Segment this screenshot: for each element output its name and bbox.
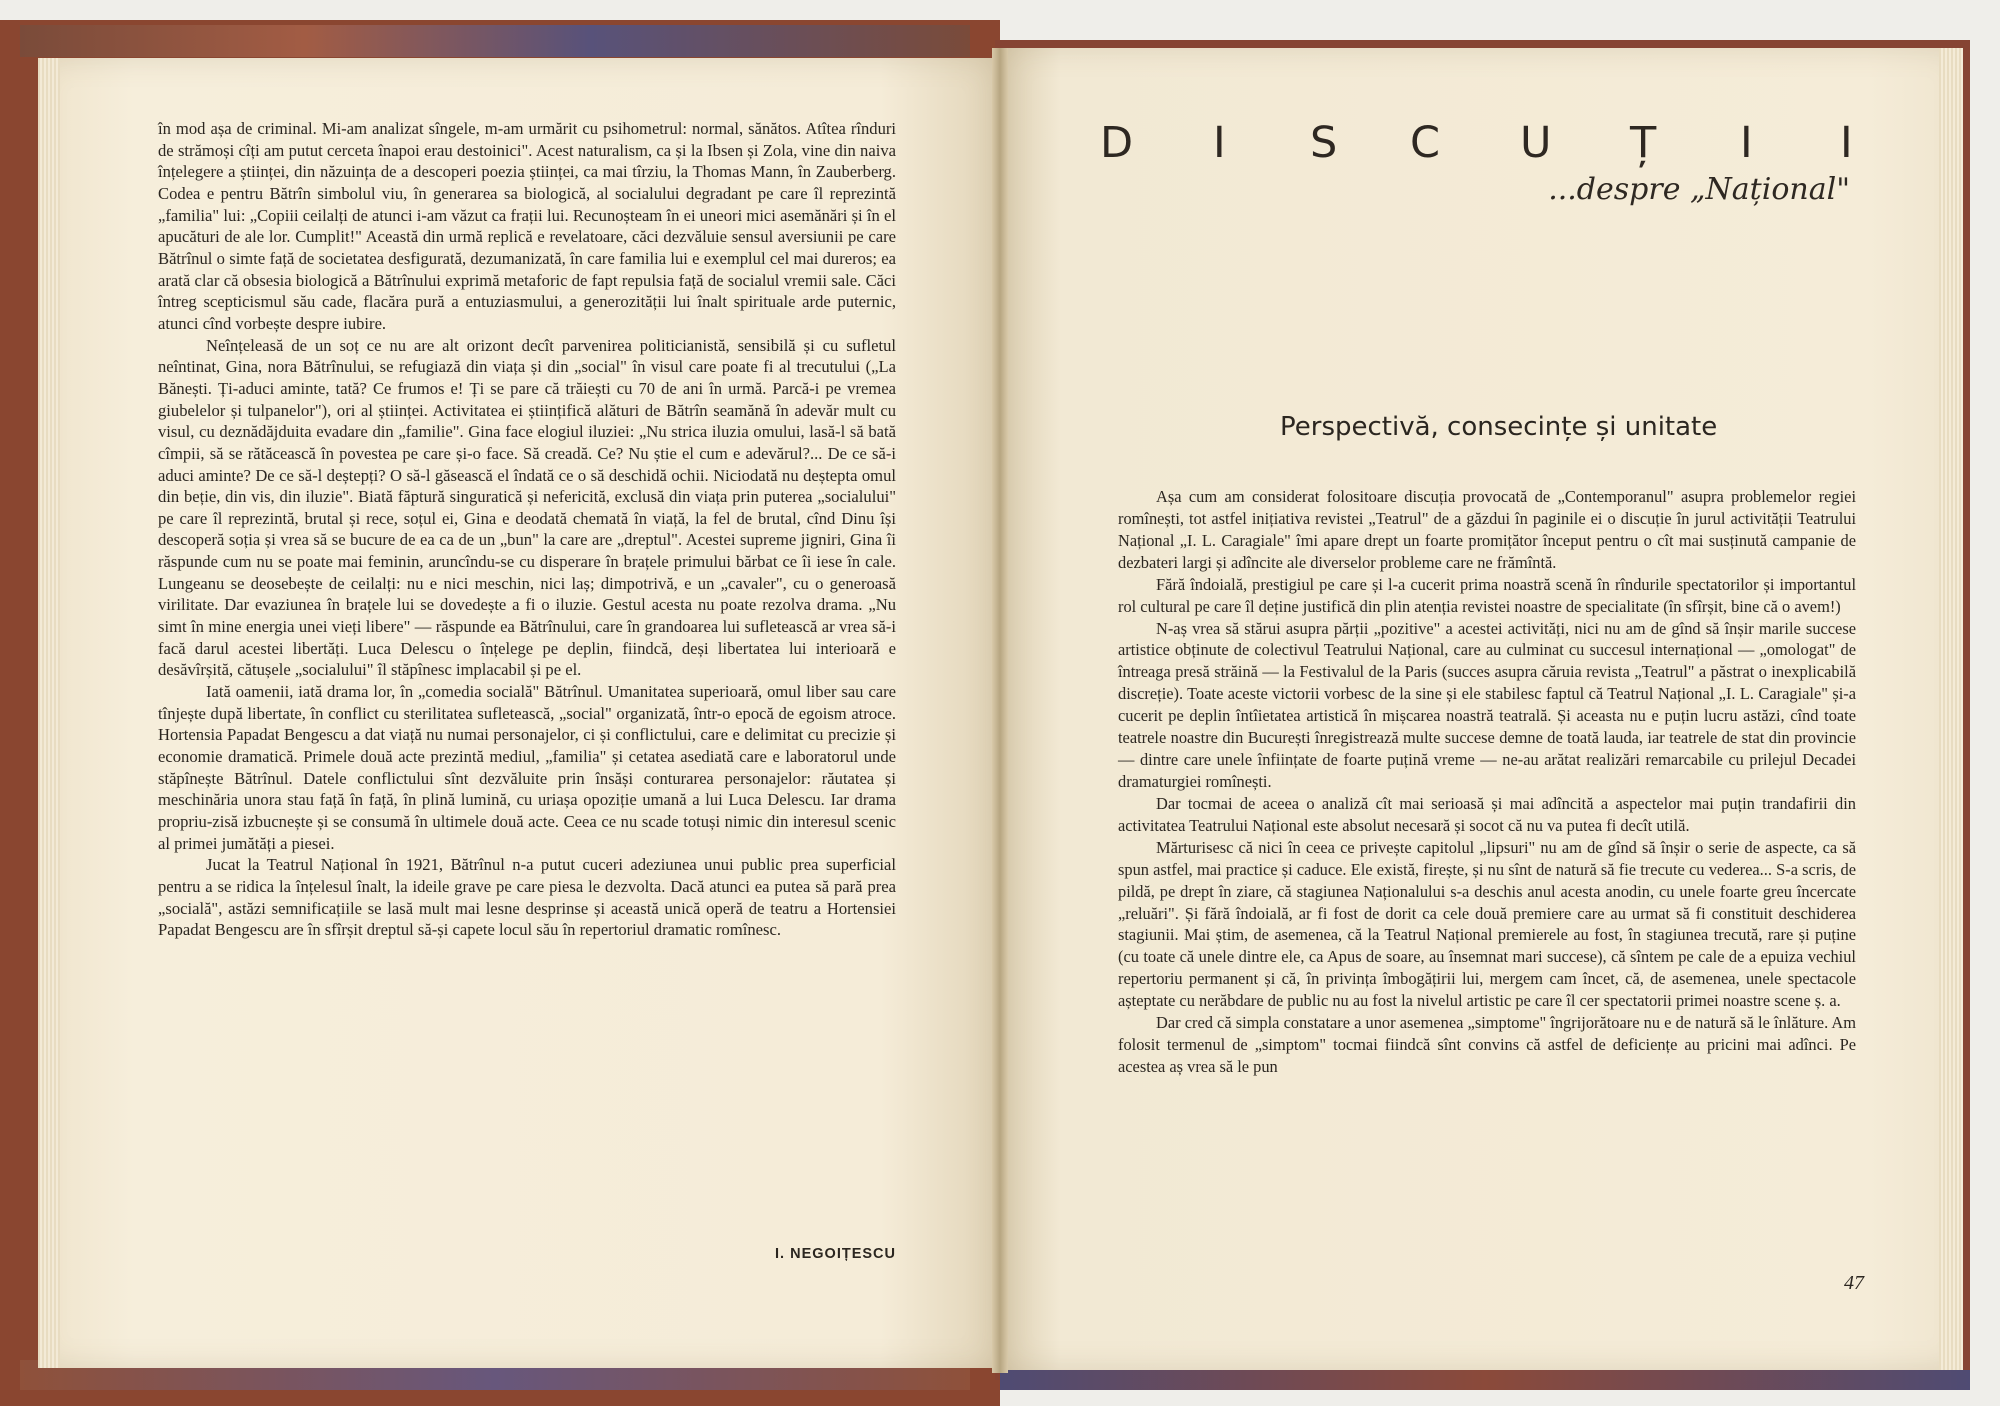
book-cover-edge-strip [1000,1370,1970,1390]
article-title: Perspectivă, consecințe și unitate [1280,412,1718,442]
left-page-body [158,118,896,941]
author-signature: I. NEGOIȚESCU [775,1246,896,1262]
book-cover-edge-top [20,25,970,57]
heading-letter: C [1410,118,1441,168]
body-paragraph: în mod așa de criminal. Mi-am analizat sîngele, m-am urmărit cu psihometrul: normal, sănătos. Atîtea rînduri de strămoși cîți am putut cerceta înapoi erau destoinici". Acest naturalism, ca și la Ibsen și Zola, vine din naiva înțelegere a științei, din năzuința de a descoperi poezia științei, ca mai tîrziu, la Thomas Mann, în Zauberberg. Codea e pentru Bătrîn simbolul viu, în generarea sa biologică, al socialului degradant pe care îl reprezintă „familia" lui: „Copiii ceilalți de atunci i-am văzut ca frații lui. Recunoșteam în ei uneori mici asemănări și în el apucături de ale lor. Cumplit!" Această din urmă replică e revelatoare, căci dezvăluie sensul aversiunii pe care Bătrînul o simte față de societatea desfigurată, dezumanizată, în care familia lui e exemplul cel mai dureros; ea arată clar că obsesia biologică a Bătrînului exprimă metaforic de fapt repulsia față de socialul vremii sale. Căci întreg scepticismul său cade, flacăra pură a entuziasmului, a generozității lui înalt spirituale arde puternic, atunci cînd vorbește despre iubire. [158,119,896,333]
body-paragraph: Dar tocmai de aceea o analiză cît mai serioasă și mai adîncită a aspectelor mai puțin trandafirii din activitatea Teatrului Național este absolut necesară și socot că nu va putea fi decît utilă. [1118,793,1856,835]
body-paragraph: Fără îndoială, prestigiul pe care și l-a cucerit prima noastră scenă în rîndurile spectatorilor și importantul rol cultural pe care îl deține justifică din plin atenția revistei noastre de specialitate (în sfîrșit, bine că o avem!) [1118,574,1856,616]
body-paragraph: Neînțeleasă de un soț ce nu are alt orizont decît parvenirea politicianistă, sensibilă și cu sufletul neîntinat, Gina, nora Bătrînului, se refugiază din viața și din „social" în visul care poate fi al trecutului („La Bănești. Ți-aduci aminte, tată? Ce frumos e! Ți se pare că trăiești cu 70 de ani în urmă. Parcă-i pe vremea giubelelor și tulpanelor"), ori al științei. Activitatea ei științifică alături de Bătrîn seamănă în adevăr mult cu visul, cu deznădăjduita evadare din „familie". Gina face elogiul iluziei: „Nu strica iluzia omului, lasă-l să bată cîmpii, să se rătăcească în povestea pe care și-o face. Să creadă. Ce? Nu știe el cum e adevărul?... De ce să-i aduci aminte? De ce să-l deștepți? O să-l găsească el îndată ce o să deschidă ochii. Niciodată nu deștepta omul din beție, din vis, din iluzie". Biată făptură singuratică și nefericită, exclusă din viața prin puterea „socialului" pe care îl reprezintă, brutal și rece, soțul ei, Gina e deodată chemată în viață, la fel de brutal, cînd Dinu își descoperă soția și vrea să se bucure de ea ca de un „bun" la care are „dreptul". Acestei supreme jigniri, Gina îi răspunde cum nu se poate mai feminin, aruncîndu-se cu disperare în brațele primului bărbat ce îi iese în cale. Lungeanu se deosebește de ceilalți: nu e nici meschin, nici laș; dimpotrivă, e un „cavaler", cu o generoasă virilitate. Dar evaziunea în brațele lui se dovedește a fi o iluzie. Gestul acesta nu poate rezolva drama. „Nu simt în mine energia unei vieți libere" — răspunde ea Bătrînului, care în grandoarea lui sufletească ar vrea să-i facă darul acestei libertăți. Luca Delescu o înțelege pe deplin, fiindcă, deși libertatea lui interioară e desăvîrșită, cătușele „socialului" îl stăpînesc implacabil și pe el. [158,335,896,680]
body-paragraph: Așa cum am considerat folositoare discuția provocată de „Contemporanul" asupra problemelor regiei romînești, tot astfel inițiativa revistei „Teatrul" de a găzdui în paginile ei o discuție în jurul activității Teatrului Național „I. L. Caragiale" îmi apare drept un foarte promițător început pentru o cît mai susținută campanie de dezbateri largi și adîncite ale diverselor probleme care ne frămîntă. [1118,487,1856,572]
heading-letter: I [1740,118,1753,168]
body-paragraph: Mărturisesc că nici în ceea ce privește capitolul „lipsuri" nu am de gînd să înșir o serie de aspecte, ca să spun astfel, mai practice și caduce. Ele există, firește, și nu sînt de natură să fie trecute cu vederea... S-a scris, de pildă, pe drept în ziare, că stagiunea Naționalului s-a deschis anul acesta anodin, cu unele foarte greu încercate „reluări". Și fără îndoială, ar fi fost de dorit ca cele două premiere care au urmat să fi constituit deschiderea stagiunii. Mai știm, de asemenea, că la Teatrul Național premierele au fost, în stagiunea trecută, rare și puține (cu toate că unele dintre ele, ca Apus de soare, au însemnat mari succese), că sîntem pe cale de a epuiza vechiul repertoriu permanent și că, în privința îmbogățirii lui, mergem cam încet, că, de asemenea, unele spectacole așteptate cu nerăbdare de public nu au fost la nivelul artistic pe care îl cer spectatorii primei noastre scene ș. a. [1118,837,1856,1011]
book-gutter [992,48,1008,1373]
heading-letter: Ț [1630,118,1657,168]
page-edge-stack [38,58,60,1368]
heading-letter: D [1100,118,1134,168]
heading-letter: U [1520,118,1552,168]
body-paragraph: Iată oamenii, iată drama lor, în „comedia socială" Bătrînul. Umanitatea superioară, omul liber sau care tînjește după libertate, în conflict cu sterilitatea sufletească, „social" organizată, într-o epocă de egoism atroce. Hortensia Papadat Bengescu a dat viață nu numai personajelor, ci și conflictului, care e delimitat cu precizie și economie dramatică. Primele două acte prezintă mediul, „familia" și cetatea asediată care e laboratorul unde stăpînește Bătrînul. Datele conflictului sînt dezvăluite prin însăși conturarea personajelor: răutatea și meschinăria unora stau față în față, în plină lumină, cu uriașa opoziție umană a lui Luca Delescu. Iar drama propriu-zisă izbucnește și se consumă în ultimele două acte. Ceea ce nu scade totuși nimic din interesul scenic al primei jumătăți a piesei. [158,682,896,853]
body-paragraph: N-aș vrea să stărui asupra părții „pozitive" a acestei activități, nici nu am de gînd să înșir marile succese artistice obținute de colectivul Teatrului Național, care au culminat cu succesul internațional — „omologat" de întreaga presă străină — la Festivalul de la Paris (succes asupra căruia revista „Teatrul" a păstrat o inexplicabilă discreție). Toate aceste victorii vorbesc de la sine și ele stabilesc faptul că Teatrul Național „I. L. Caragiale" și-a cucerit pe deplin întîietatea artistică în mișcarea noastră teatrală. Și aceasta nu e puțin lucru astăzi, cînd toate teatrele noastre din București înregistrează multe succese demne de toată lauda, iar teatrele de stat din provincie — dintre care unele înființate de foarte puțină vreme — ne-au arătat realizări remarcabile cu prilejul Decadei dramaturgiei romînești. [1118,618,1856,791]
heading-letter: S [1310,118,1338,168]
body-paragraph: Dar cred că simpla constatare a unor asemenea „simptome" îngrijorătoare nu e de natură să le înlăture. Am folosit termenul de „simptom" tocmai fiindcă sînt convins că astfel de deficiențe au pricini mai adînci. Pe acestea aș vrea să le pun [1118,1013,1856,1076]
page-number: 47 [1844,1272,1864,1294]
body-paragraph: Jucat la Teatrul Național în 1921, Bătrînul n-a putut cuceri adeziunea unui public prea superficial pentru a se ridica la înțelesul înalt, la ideile grave pe care piesa le dezvolta. Dacă atunci ea putea să pară prea „socială", astăzi semnificațiile se lasă mult mai lesne desprinse și această unică operă de teatru a Hortensiei Papadat Bengescu are în sfîrșit dreptul să-și capete locul său în repertoriul dramatic romînesc. [158,855,896,940]
section-heading [1100,118,1860,178]
heading-letter: I [1213,118,1226,168]
page-edge-stack [1939,48,1963,1370]
heading-letter: I [1840,118,1853,168]
right-page-body [1118,486,1856,1078]
section-subheading: ...despre „Național" [1548,172,1850,207]
